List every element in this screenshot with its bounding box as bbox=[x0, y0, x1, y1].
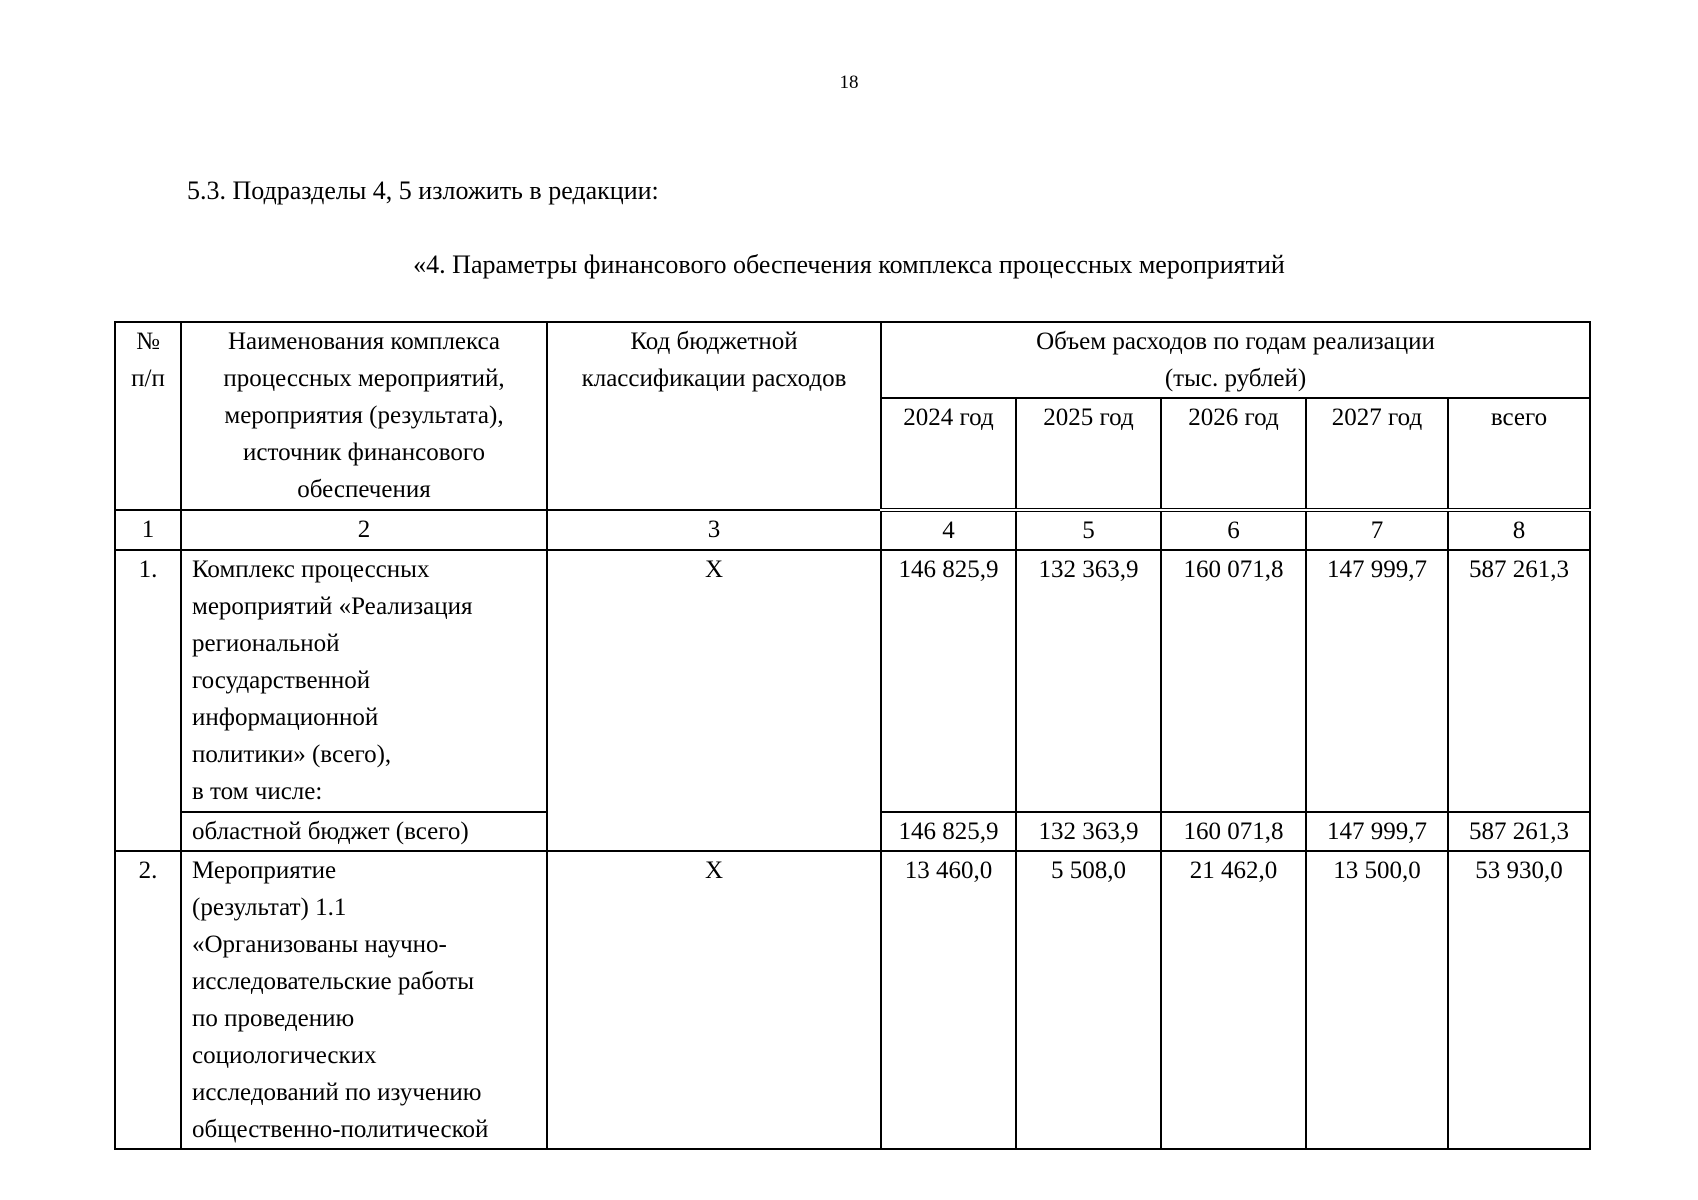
sub-row-name: областной бюджет (всего) bbox=[181, 812, 547, 851]
table-row bbox=[115, 851, 1590, 1149]
value-2026: 160 071,8 bbox=[1161, 812, 1306, 851]
header-code: Код бюджетной классификации расходов bbox=[547, 322, 881, 510]
value-2027: 147 999,7 bbox=[1306, 550, 1448, 812]
page-number: 18 bbox=[839, 72, 859, 93]
value-total: 53 930,0 bbox=[1448, 851, 1590, 1149]
value-2027: 13 500,0 bbox=[1306, 851, 1448, 1149]
column-number: 1 bbox=[115, 510, 181, 550]
column-number: 4 bbox=[881, 510, 1016, 550]
column-number: 5 bbox=[1016, 510, 1161, 550]
value-2027: 147 999,7 bbox=[1306, 812, 1448, 851]
intro-text: 5.3. Подразделы 4, 5 изложить в редакции: bbox=[187, 176, 659, 205]
financing-table-wrap bbox=[114, 321, 1589, 1150]
value-total: 587 261,3 bbox=[1448, 550, 1590, 812]
row-number: 1. bbox=[115, 550, 181, 851]
financing-table bbox=[114, 321, 1591, 1150]
row-code: Х bbox=[547, 550, 881, 851]
row-number: 2. bbox=[115, 851, 181, 1149]
header-year-2027: 2027 год bbox=[1306, 398, 1448, 510]
value-2024: 146 825,9 bbox=[881, 550, 1016, 812]
value-total: 587 261,3 bbox=[1448, 812, 1590, 851]
header-year-2024: 2024 год bbox=[881, 398, 1016, 510]
column-number: 3 bbox=[547, 510, 881, 550]
header-volume: Объем расходов по годам реализации (тыс. рублей) bbox=[881, 322, 1590, 398]
column-number: 7 bbox=[1306, 510, 1448, 550]
column-number: 8 bbox=[1448, 510, 1590, 550]
header-num: № п/п bbox=[115, 322, 181, 510]
header-name: Наименования комплекса процессных мероприятий, мероприятия (результата), источник финансового обеспечения bbox=[181, 322, 547, 510]
row-name: Комплекс процессных мероприятий «Реализация региональной государственной информационной политики» (всего), в том числе: bbox=[181, 550, 547, 812]
value-2026: 160 071,8 bbox=[1161, 550, 1306, 812]
column-number: 6 bbox=[1161, 510, 1306, 550]
column-number: 2 bbox=[181, 510, 547, 550]
value-2025: 132 363,9 bbox=[1016, 550, 1161, 812]
value-2025: 132 363,9 bbox=[1016, 812, 1161, 851]
value-2026: 21 462,0 bbox=[1161, 851, 1306, 1149]
table-row bbox=[115, 550, 1590, 812]
section-title: «4. Параметры финансового обеспечения комплекса процессных мероприятий bbox=[413, 250, 1285, 279]
header-year-2025: 2025 год bbox=[1016, 398, 1161, 510]
value-2025: 5 508,0 bbox=[1016, 851, 1161, 1149]
value-2024: 146 825,9 bbox=[881, 812, 1016, 851]
value-2024: 13 460,0 bbox=[881, 851, 1016, 1149]
row-name: Мероприятие (результат) 1.1 «Организованы научно- исследовательские работы по проведению социологических исследований по изучению общественно-политической bbox=[181, 851, 547, 1149]
header-year-2026: 2026 год bbox=[1161, 398, 1306, 510]
row-code: Х bbox=[547, 851, 881, 1149]
header-total: всего bbox=[1448, 398, 1590, 510]
